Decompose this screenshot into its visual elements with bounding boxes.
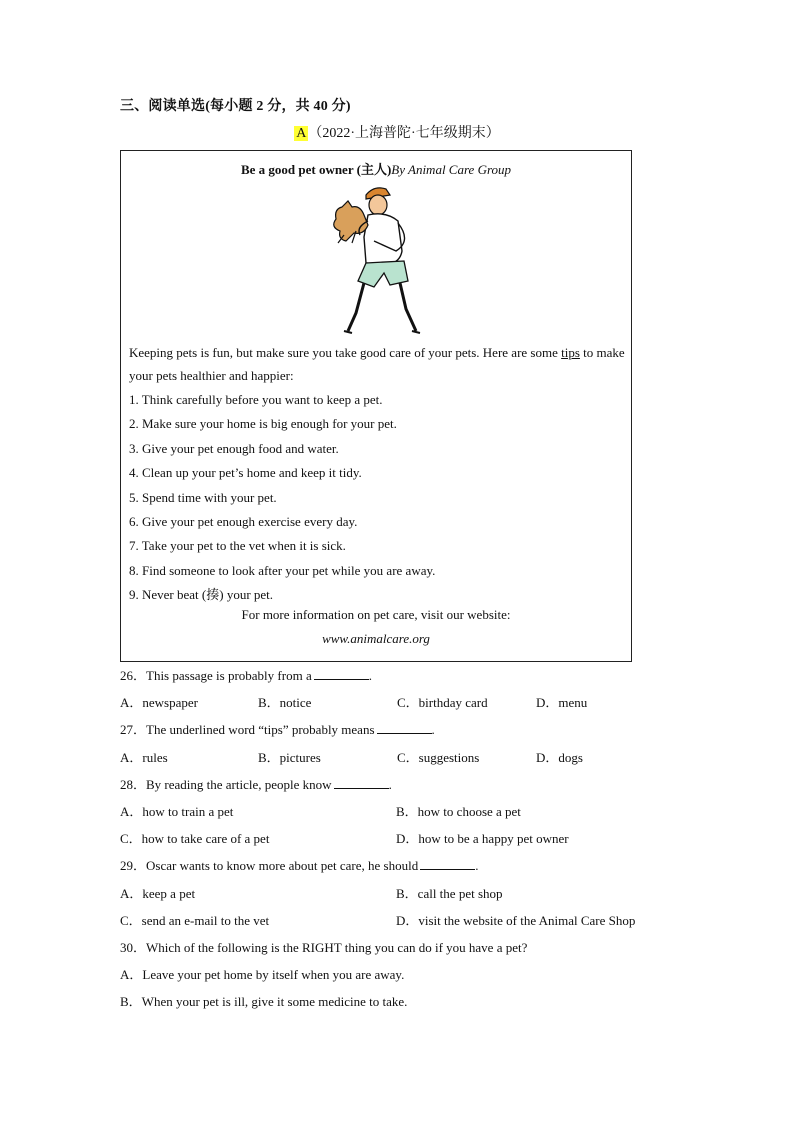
- option-a: A．Leave your pet home by itself when you are away.: [120, 967, 405, 983]
- question-stem-end: .: [431, 722, 435, 738]
- option-a: A．how to train a pet: [120, 803, 234, 819]
- question-stem-end: .: [475, 858, 479, 874]
- option-c: C．how to take care of a pet: [120, 831, 270, 847]
- question-26: [120, 662, 680, 689]
- option-c: C．birthday card: [397, 695, 488, 711]
- question-stem-end: .: [368, 668, 372, 683]
- question-stem: 28．By reading the article, people know: [120, 776, 332, 792]
- passage-author: By Animal Care Group: [391, 162, 512, 177]
- passage-intro: [129, 341, 625, 387]
- answer-blank: [420, 855, 475, 870]
- question-stem: 26．This passage is probably from a: [120, 668, 312, 683]
- option-d: D．how to be a happy pet owner: [396, 831, 569, 847]
- man-holding-dog-icon: [316, 181, 436, 336]
- question-list: [120, 662, 680, 1015]
- tip-item: 9. Never beat (揍) your pet.: [129, 587, 274, 603]
- passage-title: [121, 159, 631, 178]
- question-stem: 30．Which of the following is the RIGHT thing you can do if you have a pet?: [120, 939, 528, 955]
- option-a: A．rules: [120, 749, 168, 765]
- tip-item: 7. Take your pet to the vet when it is sick.: [129, 538, 346, 554]
- tip-item: 6. Give your pet enough exercise every day.: [129, 513, 358, 529]
- passage-marker: A: [296, 126, 307, 141]
- more-info-text: For more information on pet care, visit our website:: [241, 607, 511, 622]
- option-c: C．send an e-mail to the vet: [120, 912, 270, 928]
- answer-blank: [377, 719, 432, 734]
- question-stem: 27．The underlined word “tips” probably means: [120, 722, 375, 738]
- answer-blank: [314, 665, 369, 680]
- options-27: [120, 744, 680, 771]
- option-d: D．menu: [536, 695, 588, 711]
- option-d: D．dogs: [536, 749, 583, 765]
- section-title: 三、阅读单选(每小题 2 分，共 40 分): [120, 99, 351, 114]
- reading-passage-box: [120, 150, 632, 662]
- tip-item: 2. Make sure your home is big enough for your pet.: [129, 416, 397, 432]
- tip-item: 1. Think carefully before you want to keep a pet.: [129, 392, 383, 407]
- answer-blank: [334, 774, 389, 789]
- options-30-a: [120, 961, 680, 988]
- tip-item: 5. Spend time with your pet.: [129, 489, 277, 505]
- option-d: D．visit the website of the Animal Care Shop: [396, 912, 636, 928]
- passage-source: （2022·上海普陀·七年级期末）: [308, 126, 500, 141]
- option-b: B．how to choose a pet: [396, 803, 521, 819]
- options-30-b: [120, 988, 680, 1015]
- option-b: B．pictures: [258, 749, 321, 765]
- question-29: [120, 852, 680, 879]
- option-c: C．suggestions: [397, 749, 480, 765]
- options-29-row2: [120, 907, 680, 934]
- options-28-row1: [120, 798, 680, 825]
- option-b: B．notice: [258, 695, 312, 711]
- intro-text-before: Keeping pets is fun, but make sure you take good care of your pets. Here are some: [129, 345, 562, 360]
- options-29-row1: [120, 880, 680, 907]
- option-b: B．call the pet shop: [396, 885, 503, 901]
- question-28: [120, 771, 680, 798]
- underlined-word-tips: tips: [561, 345, 580, 360]
- website-url: www.animalcare.org: [322, 631, 430, 646]
- option-a: A．keep a pet: [120, 885, 196, 901]
- intro-text-after: to make your pets healthier and happier:: [129, 345, 625, 383]
- options-28-row2: [120, 825, 680, 852]
- question-27: [120, 716, 680, 743]
- question-stem-end: .: [388, 776, 392, 792]
- tips-list: [129, 388, 625, 608]
- passage-title-main: Be a good pet owner (主人): [240, 162, 392, 177]
- option-b: B．When your pet is ill, give it some medicine to take.: [120, 994, 408, 1010]
- passage-source-line: [0, 122, 794, 142]
- tip-item: 4. Clean up your pet’s home and keep it tidy.: [129, 465, 362, 481]
- tip-item: 3. Give your pet enough food and water.: [129, 440, 339, 456]
- question-30: [120, 934, 680, 961]
- tip-item: 8. Find someone to look after your pet while you are away.: [129, 562, 436, 578]
- option-a: A．newspaper: [120, 695, 198, 711]
- options-26: [120, 689, 680, 716]
- question-stem: 29．Oscar wants to know more about pet care, he should: [120, 858, 419, 874]
